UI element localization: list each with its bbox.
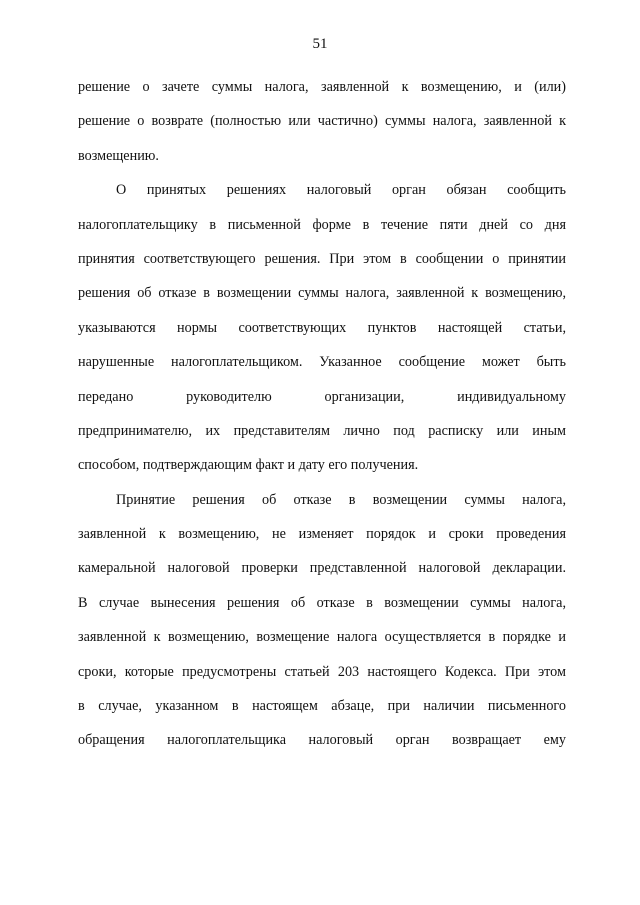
text-line: решение о зачете суммы налога, заявленной к возмещению, и (или) — [78, 79, 566, 95]
text-line: В случае вынесения решения об отказе в возмещении суммы налога, — [78, 594, 566, 611]
text-line: камеральной налоговой проверки представленной налоговой декларации. — [78, 560, 566, 577]
text-line: способом, подтверждающим факт и дату его получения. — [78, 457, 419, 474]
text-line: О принятых решениях налоговый орган обязан сообщить — [116, 182, 566, 199]
text-line: налогоплательщику в письменной форме в течение пяти дней со дня — [78, 216, 566, 233]
text-line: в случае, указанном в настоящем абзаце, при наличии письменного — [78, 698, 566, 715]
text-line: решения об отказе в возмещении суммы налога, заявленной к возмещению, — [78, 285, 566, 302]
text-line: заявленной к возмещению, не изменяет порядок и сроки проведения — [78, 526, 566, 543]
text-line: возмещению. — [78, 147, 159, 164]
text-line: обращения налогоплательщика налоговый орган возвращает ему — [78, 732, 566, 749]
text-line: сроки, которые предусмотрены статьей 203 настоящего Кодекса. При этом — [78, 663, 566, 680]
text-line: заявленной к возмещению, возмещение налога осуществляется в порядке и — [78, 629, 566, 646]
text-line: нарушенные налогоплательщиком. Указанное сообщение может быть — [78, 354, 566, 371]
text-line: предпринимателю, их представителям лично под расписку или иным — [78, 422, 566, 439]
page-number: 51 — [312, 36, 328, 52]
text-line: принятия соответствующего решения. При этом в сообщении о принятии — [78, 250, 566, 267]
text-line: передано руководителю организации, индивидуальному — [78, 388, 566, 405]
text-line: Принятие решения об отказе в возмещении суммы налога, — [116, 491, 566, 508]
text-line: решение о возврате (полностью или частично) суммы налога, заявленной к — [78, 113, 566, 130]
text-line: указываются нормы соответствующих пунктов настоящей статьи, — [78, 319, 566, 336]
document-body-text — [78, 70, 566, 758]
